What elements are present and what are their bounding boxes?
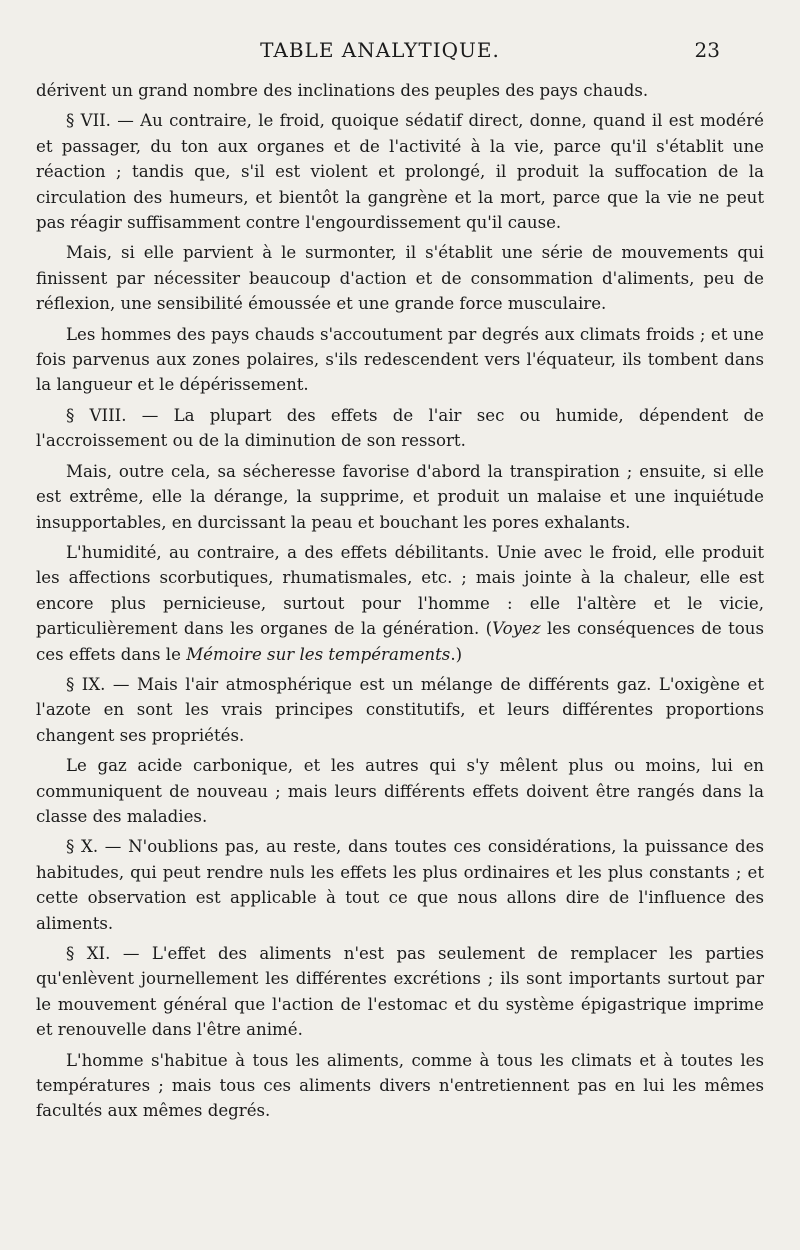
page-header — [40, 38, 720, 68]
paragraph — [36, 240, 764, 316]
section-paragraph-xi — [36, 941, 764, 1043]
paragraph — [36, 540, 764, 667]
paragraph-text: Le gaz acide carbonique, et les autres qui s'y mêlent plus ou moins, lui en communiquent de nouveau ; mais leurs différents effets doivent être rangés dans la classe des maladies. — [36, 756, 764, 826]
page-body — [36, 78, 764, 1129]
paragraph-text: Mais l'air atmosphérique est un mélange de différents gaz. L'oxigène et l'azote en sont les vrais principes constitutifs, et leurs différentes proportions changent ses propriétés. — [36, 674, 764, 745]
paragraph — [36, 459, 764, 535]
page-number: 23 — [694, 38, 720, 62]
paragraph-text: dérivent un grand nombre des inclinations des peuples des pays chauds. — [36, 81, 649, 100]
running-title: TABLE ANALYTIQUE. — [260, 38, 500, 62]
section-paragraph-vii — [36, 108, 764, 235]
section-marker: § X. — — [66, 837, 129, 857]
paragraph-text: L'homme s'habitue à tous les aliments, comme à tous les climats et à toutes les températures ; mais tous ces aliments divers n'entretiennent pas en lui les mêmes facultés aux mêmes degrés. — [36, 1050, 764, 1121]
paragraph-text: Mais, outre cela, sa sécheresse favorise d'abord la transpiration ; ensuite, si elle est extrême, elle la dérange, la supprime, et produit un malaise et une inquiétude insupportables, en durcissant la peau et bouchant les pores exhalants. — [36, 461, 764, 532]
paragraph — [36, 322, 764, 398]
paragraph-text: Au contraire, le froid, quoique sédatif direct, donne, quand il est modéré et passager, du ton aux organes et de l'activité à la vie, parce qu'il s'établit une réaction ; tandis que, s'il est violent et prolongé, il produit la suffocation de la circulation des humeurs, et bientôt la gangrène et la mort, parce que la vie ne peut pas réagir suffisamment contre l'engourdissement qu'il cause. — [36, 111, 764, 233]
section-paragraph-ix — [36, 672, 764, 748]
paragraph-text: les conséquences de tous ces effets dans le — [36, 619, 764, 664]
paragraph-text: La plupart des effets de l'air sec ou humide, dépendent de l'accroissement ou de la diminution de son ressort. — [36, 405, 764, 451]
section-marker: § VII. — — [66, 111, 141, 131]
section-marker: § IX. — — [66, 674, 138, 694]
paragraph-text: Les hommes des pays chauds s'accoutument par degrés aux climats froids ; et une fois parvenus aux zones polaires, s'ils redescendent vers l'équateur, ils tombent dans la langueur et le dépérissement. — [36, 324, 764, 395]
section-marker: § VIII. — — [66, 405, 174, 425]
italic-reference: Voyez — [492, 619, 541, 639]
section-marker: § XI. — — [66, 944, 152, 963]
paragraph-text: Mais, si elle parvient à le surmonter, il s'établit une série de mouvements qui finissent par nécessiter beaucoup d'action et de consommation d'aliments, peu de réflexion, une sensibilité émoussée et une grande force musculaire. — [36, 243, 764, 314]
paragraph-text: L'humidité, au contraire, a des effets débilitants. Unie avec le froid, elle produit les affections scorbutiques, rhumatismales, etc. ; mais jointe à la chaleur, elle est encore plus pernicieuse, surtout pour l'homme : elle l'altère et le vicie, particulièrement dans les organes de la génération. ( — [36, 542, 764, 639]
italic-title: Mémoire sur les tempéraments — [186, 644, 451, 664]
paragraph — [36, 78, 764, 103]
paragraph-text: L'effet des aliments n'est pas seulement de remplacer les parties qu'enlèvent journellement les différentes excrétions ; ils sont importants surtout par le mouvement général que l'action de l'estomac et du système épigastrique imprime et renouvelle dans l'être animé. — [36, 944, 764, 1040]
paragraph-text: .) — [450, 644, 463, 664]
paragraph-text: N'oublions pas, au reste, dans toutes ces considérations, la puissance des habitudes, qui peut rendre nuls les effets les plus ordinaires et les plus constants ; et cette observation est applicable à tout ce que nous allons dire de l'influence des aliments. — [36, 837, 764, 933]
section-paragraph-viii — [36, 403, 764, 454]
section-paragraph-x — [36, 834, 764, 936]
paragraph — [36, 1048, 764, 1124]
paragraph — [36, 753, 764, 829]
